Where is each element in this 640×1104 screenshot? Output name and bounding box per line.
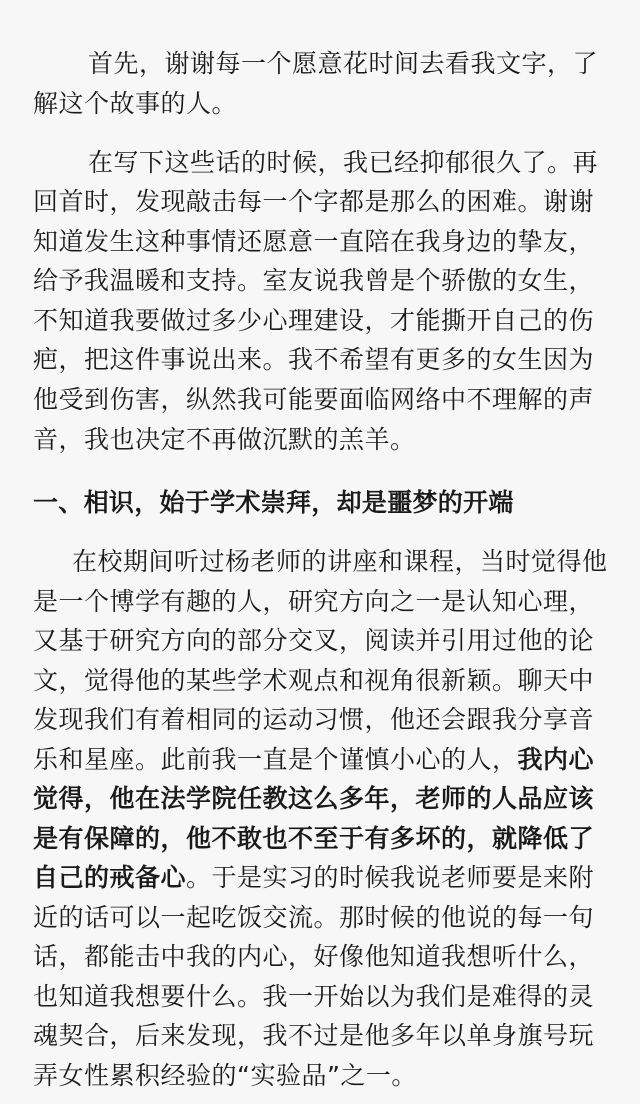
paragraph-line: 发现我们有着相同的运动习惯，他还会跟我分享音 [33, 705, 595, 734]
intro-line: 解这个故事的人。 [33, 89, 238, 118]
paragraph-line: 知道发生这种事情还愿意一直陪在我身边的挚友， [33, 227, 595, 256]
normal-text: 乐和星座。此前我一直是个谨慎小心的人， [33, 745, 518, 774]
normal-text: 。于是实习的时候我说老师要是来附 [186, 863, 595, 892]
intro-line: 首先，谢谢每一个愿意花时间去看我文字，了 [88, 49, 599, 78]
paragraph-line: 弄女性累积经验的“实验品”之一。 [33, 1061, 417, 1090]
paragraph-line: 魂契合，后来发现，我不过是他多年以单身旗号玩 [33, 1021, 595, 1050]
emphasized-text: 自己的戒备心 [33, 863, 187, 892]
section-heading: 一、相识，始于学术崇拜，却是噩梦的开端 [33, 488, 514, 517]
paragraph-line: 不知道我要做过多少心理建设，才能撕开自己的伤 [33, 306, 595, 335]
paragraph-line: 近的话可以一起吃饭交流。那时候的他说的每一句 [33, 903, 595, 932]
paragraph-line: 疤，把这件事说出来。我不希望有更多的女生因为 [33, 345, 595, 374]
paragraph-line: 给予我温暖和支持。室友说我曾是个骄傲的女生， [33, 266, 595, 295]
emphasized-text: 我内心 [517, 745, 595, 774]
paragraph-line: 又基于研究方向的部分交叉，阅读并引用过他的论 [33, 626, 595, 655]
paragraph-line: 他受到伤害，纵然我可能要面临网络中不理解的声 [33, 385, 595, 414]
paragraph-line: 回首时，发现敲击每一个字都是那么的困难。谢谢 [33, 187, 595, 216]
emphasized-line: 是有保障的，他不敢也不至于有多坏的，就降低了 [33, 824, 595, 853]
paragraph-line: 也知道我想要什么。我一开始以为我们是难得的灵 [33, 982, 595, 1011]
paragraph-line [33, 858, 613, 898]
paragraph-line: 文，觉得他的某些学术观点和视角很新颖。聊天中 [33, 666, 595, 695]
paragraph-line: 在写下这些话的时候，我已经抑郁很久了。再 [88, 148, 599, 177]
paragraph-line: 是一个博学有趣的人，研究方向之一是认知心理， [33, 587, 595, 616]
paragraph-line: 话，都能击中我的内心，好像他知道我想听什么， [33, 942, 595, 971]
paragraph-line: 音，我也决定不再做沉默的羔羊。 [33, 425, 416, 454]
paragraph-line [33, 740, 613, 780]
emphasized-line: 觉得，他在法学院任教这么多年，老师的人品应该 [33, 784, 595, 813]
paragraph-line: 在校期间听过杨老师的讲座和课程，当时觉得他 [72, 547, 608, 576]
